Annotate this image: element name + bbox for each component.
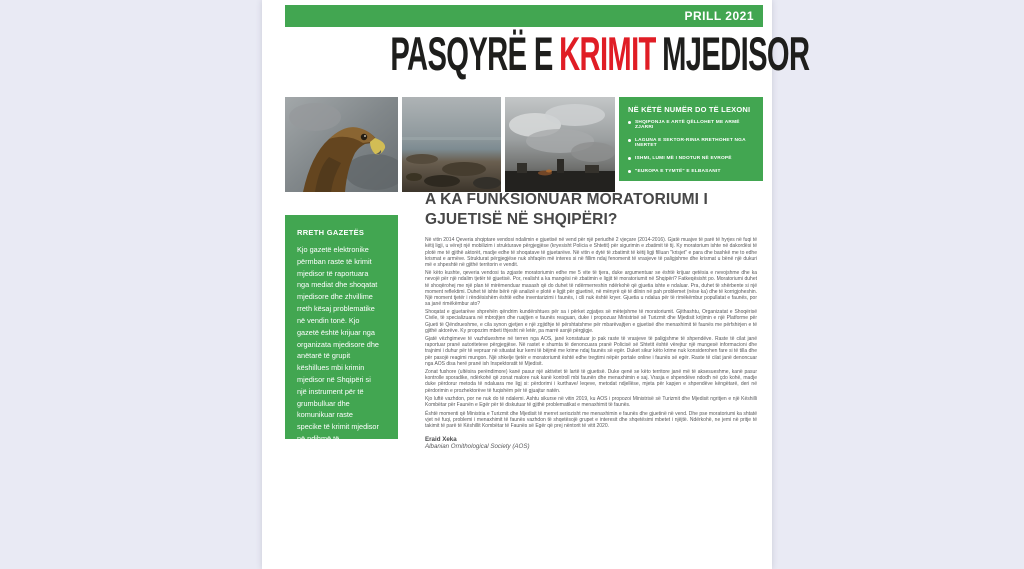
- eagle-illustration: [285, 97, 398, 192]
- article-paragraph: Zonat fushore (ultësira perëndimore) kanë pasur një aktivitet të lartë të gjuetisë. Duke qenë se këto territore janë më të aksesueshme, kanë pasur kontrolle sporadike, ndërkohë që zonat malore nuk kanë kontroll mbi faunën dhe menaxhimin e saj. Vrasja e shpendëve ndodh në çdo kohë, madje duke përdorur metoda të ndaluara me ligj si: përdorimi i kurthave/ leqeve, metodat ndjellëse, mjeta për kapjen e shpendëve këngëtarë, deri në përdorimin e prozhektorëve të fuqishëm për të gjuajtur natën.: [425, 369, 757, 394]
- article-paragraph: Shoqatat e gjuetarëve shprehën qëndrim kundërshtues për sa i përket zgjatjes së mëtejshme të moratoriumit. Gjithashtu, Organizatat e Shoqërisë Civile, të specializuara në mbrojtjen dhe ruajtjen e faunës reaguan, duke i propozuar Ministrisë së Turizmit dhe Mjedisit krijimin e një Platforme për Gjueti të Qëndrueshme, e cila synon gjetjen e një zgjidhje të përshtatshme për mbarëvajtjen e gjuetisë dhe menaxhimit të faunës me përfshirjen e të gjithë aktorëve. Ky propozim mbeti thjesht në letër, pa marrë asnjë përgjigje.: [425, 309, 757, 334]
- article-paragraph: Gjatë vëzhgimeve të vazhdueshme në terren nga AOS, janë konstatuar jo pak raste të vrasjeve të paligjshme të shpendëve. Raste të cilat janë raportuar pranë autoriteteve përgjegjëse. Në rastet e shumta të denoncuara pranë Policisë së Shtetit është vërejtur një mungesë informacioni dhe trajnimi i duhur për të vepruar në situatat kur kemi të bëjmë me krime ndaj faunës së egër. Duket sikur këto krime nuk konsiderohen fare si të tilla dhe për pasojë reagimi mungon. Një shkelje tjetër e moratoriumit është edhe tregtimi nëpër portale online i faunës së egër. Raste të cilat janë denoncuar nga AOS disa herë pranë ish Inspektoratit të Mjedisit.: [425, 336, 757, 367]
- about-heading: RRETH GAZETËS: [297, 228, 365, 237]
- industry-photo: [505, 97, 615, 192]
- author-name: Eraid Xeka: [425, 436, 457, 444]
- contents-item: SHQIPONJA E ARTË QËLLOHET ME ARMË ZJARRI: [628, 120, 754, 131]
- issue-date: PRILL 2021: [684, 9, 754, 23]
- contents-box: [619, 97, 763, 181]
- lagoon-illustration: [402, 97, 501, 192]
- article-paragraph: Është momenti që Ministria e Turizmit dhe Mjedisit të merret seriozisht me menaxhimin e faunës dhe gjuetinë në vend. Dhe pse moratoriumi ka shtatë vjet në fuqi, problemi i menaxhimit të faunës vazhdon të shqetësojë grupet e interesit dhe shqetësimi mbetet i njëjtë. Ndërkohë, ne jemi në pritje të takimit të parë të Këshillit Kombëtar të Faunës së Egër që prej nëntorit të vitit 2020.: [425, 410, 757, 429]
- signature: [425, 436, 757, 450]
- author-organization: Albanian Ornithological Society (AOS): [425, 443, 530, 451]
- article-paragraph: Kjo luftë vazhdon, por ne nuk do të ndalemi. Ashtu sikurse në vitin 2019, ku AOS i propozoi Ministrisë së Turizmit dhe Mjedisit ngritjen e një Këshilli Kombëtar për Faunën e Egër për të diskutuar të gjithë problematikat e menaxhimit të faunës.: [425, 396, 757, 409]
- contents-item: "EUROPA E TYMTË" E ELBASANIT: [628, 169, 754, 174]
- contents-item: LAGUNA E SEKTOR-RINIA RRETHOHET NGA INERTET: [628, 138, 754, 149]
- issue-date-bar: [285, 5, 763, 27]
- contents-list: [628, 120, 754, 174]
- article-body: [425, 237, 757, 429]
- article: [425, 190, 757, 450]
- newsletter-page: [262, 0, 810, 569]
- about-box: [285, 215, 398, 455]
- article-paragraph: Në vitin 2014 Qeveria shqiptare vendosi ndalimin e gjuetisë në vend për një periudhë 2 vjeçare (2014-2016). Gjatë muajve të parë të hyrjes në fuqi të këtij ligji, u vërejt një mobilizim i strukturave përgjegjëse (kryesisht Policia e Shtetit) për sigurimin e zbatimit të tij. Ky moratorium ishte në dakordësi të plotë me të gjithë aktorët, madje edhe të shoqatave të gjuetarëve. Në vitin e dytë të zbatimit të këtij ligji filluan "krisjet" e para dhe bashkë me to edhe krismat e armëve. Strukturat përgjegjëse nuk shfaqën më interes si në fillim ndaj fenomenit të vrasjeve të paligjshme dhe krismat u bënë një dukuri më e shpeshtë në gjithë territorin e vendit.: [425, 237, 757, 268]
- industry-illustration: [505, 97, 615, 192]
- title-highlight: KRIMIT: [559, 27, 656, 80]
- title-part1: PASQYRË E: [390, 27, 553, 80]
- article-paragraph: Në këto kushte, qeveria vendosi ta zgjaste moratoriumin edhe me 5 vite të tjera, duke argumentuar se është krijuar qetësia e nevojshme dhe ka nevojë për një ndalim tjetër të gjuetisë. Por, realisht a ka mangësi në zbatimin e ligjit të moratoriumit në Shqipëri? Fatkeqësisht po. Moratoriumi duhet të shoqërohej me një plan të mirëmenduar masash që do duhet të ndërmerreshin ndërkohë që gjuetia ishte e ndaluar. Pra, duhet të shërbente si një moment reflektimi. Duhet të ishte bërë një analizë e plotë e ligjit për gjuetinë, në mënyrë që të dilnin në pah problemet (nëse ka) dhe të korrigjoheshin. Një moment tjetër i rëndësishëm është edhe inventarizimi i faunës, i cili nuk është kryer. Gjuetia u ndalua për të rimëkëmbur popullatat e faunës, por sa janë rimëkëmbur ato?: [425, 270, 757, 307]
- title-part2: MJEDISOR: [662, 27, 810, 80]
- about-text: Kjo gazetë elektronike përmban raste të krimit mjedisor të raportuara nga mediat dhe shoqatat mjedisore dhe zhvillime rreth kësaj problematike në vendin tonë. Kjo gazetë është krijuar nga organizata mjedisore dhe anëtarë të grupit këshillues mbi krimin mjedisor në Shqipëri si një instrument për të grumbulluar dhe komunikuar raste specike të krimit mjedisor në ndihmë të autoriteteve ligjzbatuese.: [297, 245, 379, 455]
- eagle-photo: [285, 97, 398, 192]
- contents-item: ISHMI, LUMI MË I NDOTUR NË EVROPË: [628, 156, 754, 161]
- page-title: [390, 29, 809, 78]
- article-headline: A KA FUNKSIONUAR MORATORIUMI I GJUETISË NË SHQIPËRI?: [425, 191, 708, 228]
- contents-heading: NË KËTË NUMËR DO TË LEXONI: [628, 105, 751, 114]
- lagoon-photo: [402, 97, 501, 192]
- masthead: [262, 27, 810, 80]
